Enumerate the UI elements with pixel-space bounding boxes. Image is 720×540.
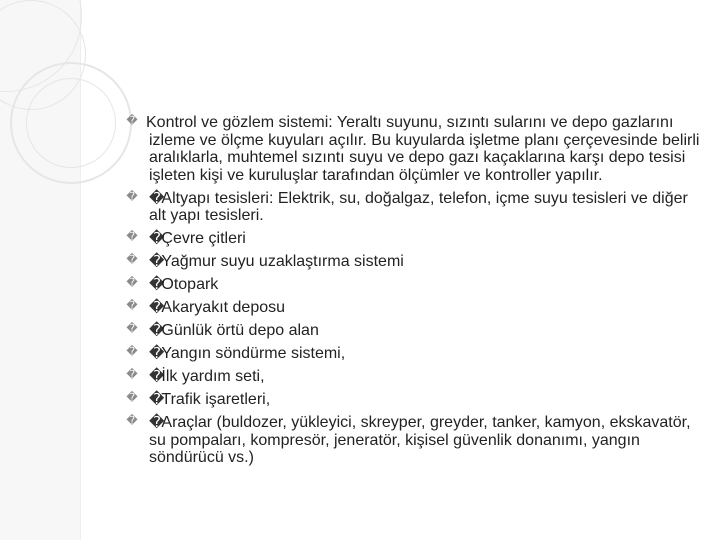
bullet-item [126, 414, 706, 467]
bullet-marker-icon: � [126, 369, 138, 381]
bullet-prefix: � [149, 189, 165, 207]
decorative-circle [26, 78, 116, 168]
bullet-marker-icon: � [126, 190, 138, 203]
bullet-marker-icon: � [126, 300, 138, 312]
bullet-text: İlk yardım seti, [161, 368, 265, 385]
bullet-marker-icon: � [126, 392, 138, 404]
bullet-prefix: � [149, 276, 165, 293]
bullet-item [126, 322, 706, 340]
bullet-text: Araçlar (buldozer, yükleyici, skreyper, greyder, tanker, kamyon, ekskavatör, su pompaları, kompresör, jeneratör, kişisel güvenlik donanımı, yangın söndürücü vs.) [149, 414, 691, 466]
bullet-item [126, 299, 706, 317]
bullet-text: Kontrol ve gözlem sistemi: Yeraltı suyunu, sızıntı sularını ve depo gazlarını izleme ve ölçme kuyuları açılır. Bu kuyularda işletme planı çerçevesinde belirli aralıklarla, muhtemel sızıntı suyu ve depo gazı kaçaklarına karşı depo tesisi işleten kişi ve kuruluşlar tarafından ölçümler ve kontroller yapılır. [146, 114, 700, 184]
bullet-text: Trafik işaretleri, [161, 391, 271, 408]
bullet-item [126, 190, 706, 225]
bullet-marker-icon: � [126, 115, 138, 127]
bullet-marker-icon: � [126, 231, 138, 243]
bullet-marker-icon: � [126, 415, 138, 427]
bullet-prefix: � [149, 414, 165, 431]
bullet-prefix: � [149, 230, 165, 247]
bullet-marker-icon: � [126, 346, 138, 358]
bullet-item [126, 114, 706, 184]
bullet-prefix: � [149, 253, 165, 270]
bullet-item [126, 230, 706, 248]
bullet-text: Günlük örtü depo alan [161, 322, 319, 339]
bullet-item [126, 253, 706, 271]
bullet-prefix: � [149, 345, 165, 362]
bullet-text: Akaryakıt deposu [161, 299, 286, 316]
bullet-prefix: � [149, 368, 165, 385]
bullet-item [126, 276, 706, 294]
bullet-text: Çevre çitleri [161, 230, 246, 247]
bullet-prefix: � [149, 322, 165, 339]
bullet-text: Altyapı tesisleri: Elektrik, su, doğalgaz, telefon, içme suyu tesisleri ve diğer alt yapı tesisleri. [149, 189, 688, 224]
bullet-item [126, 368, 706, 386]
bullet-text: Otopark [161, 276, 219, 293]
bullet-text: Yağmur suyu uzaklaştırma sistemi [161, 253, 404, 270]
bullet-prefix: � [149, 391, 165, 408]
bullet-item [126, 391, 706, 409]
bullet-marker-icon: � [126, 277, 138, 289]
bullet-text: Yangın söndürme sistemi, [161, 345, 346, 362]
bullet-item [126, 345, 706, 363]
bullet-marker-icon: � [126, 254, 138, 266]
bullet-marker-icon: � [126, 323, 138, 335]
bullet-list [126, 114, 706, 467]
bullet-prefix: � [149, 299, 165, 316]
